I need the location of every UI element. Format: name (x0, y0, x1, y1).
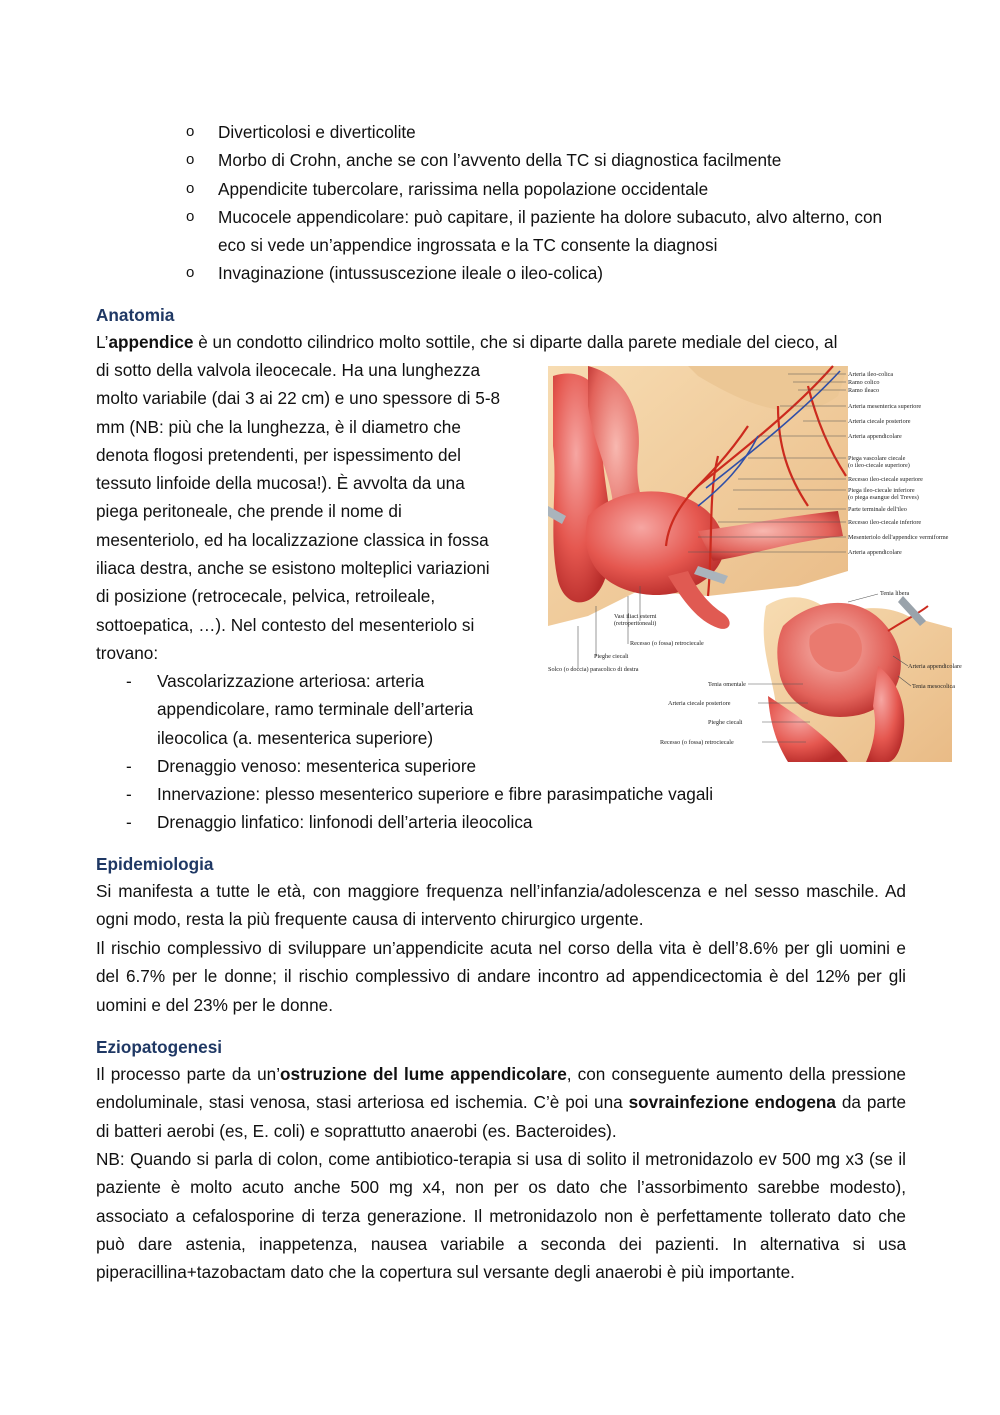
differential-diagnosis-list (186, 118, 910, 288)
figure-label: Ramo ileaco (848, 387, 880, 394)
figure-label: Arteria mesenterica superiore (848, 403, 922, 410)
dash-marker: - (126, 755, 132, 776)
paragraph-line: di sotto della valvola ileocecale. Ha una lunghezza (96, 360, 481, 380)
section-heading-anatomia: Anatomia (96, 305, 175, 325)
paragraph-line: di posizione (retrocecale, pelvica, retroileale, (96, 586, 436, 607)
eziopatogenesi-paragraph-2: NB: Quando si parla di colon, come antibiotico-terapia si usa di solito il metronidazolo ev 500 mg x3 (se il paziente è molto acuto anche 500 mg x4, non per os dato che l’assorbimento sarebbe modesto), associato a cefalosporine di terza generazione. Il metronidazolo non è perfettamente tollerato dato che può dare astenia, inappetenza, nausea variabile a seconda dei pazienti. In alternativa si usa piperacillina+tazobactam dato che la copertura sul versante degli anaerobi è più importante. (96, 1149, 906, 1283)
bullet-marker: o (186, 179, 195, 197)
paragraph-line: denota flogosi pretendenti, per ispessimento del (96, 444, 461, 465)
figure-label: (retroperitoneali) (614, 620, 657, 627)
list-item: - Drenaggio venoso: mesenterica superiore (96, 752, 906, 780)
bullet-marker: o (186, 151, 195, 169)
anatomia-paragraph (96, 356, 530, 667)
figure-label: Parte terminale dell'ileo (848, 506, 907, 513)
figure-label: Mesenteriolo dell'appendice vermiforme (848, 534, 949, 541)
list-item: o Diverticolosi e diverticolite (186, 118, 910, 146)
epidemiologia-paragraph-2: Il rischio complessivo di sviluppare un’appendicite acuta nel corso della vita è dell’8.6% per gli uomini e del 6.7% per le donne; il rischio complessivo di andare incontro ad appendicectomia è del 12% per gli uomini e del 23% per le donne. (96, 938, 906, 1015)
list-item: - Innervazione: plesso mesenterico superiore e fibre parasimpatiche vagali (96, 780, 906, 808)
figure-label: Arteria appendicolare (848, 433, 902, 440)
list-item: o Invaginazione (intussuscezione ileale o ileo-colica) (186, 259, 910, 287)
figure-label: Pieghe ciecali (708, 719, 743, 726)
epidemiologia-paragraph-1: Si manifesta a tutte le età, con maggiore frequenza nell’infanzia/adolescenza e nel sesso maschile. Ad ogni modo, resta la più frequente causa di intervento chirurgico urgente. (96, 881, 906, 930)
list-item: o Appendicite tubercolare, rarissima nella popolazione occidentale (186, 175, 910, 203)
paragraph-line: molto variabile (dai 3 ai 22 cm) e uno spessore di 5-8 (96, 388, 501, 409)
paragraph-line: sottoepatica, …). Nel contesto del mesenteriolo si (96, 614, 475, 635)
figure-label: Arteria ciecale posteriore (848, 418, 911, 425)
figure-label: Arteria appendicolare (848, 549, 902, 556)
dash-marker: - (126, 671, 132, 691)
dash-marker: - (126, 784, 132, 805)
figure-label: Ramo colico (848, 379, 880, 386)
paragraph-line: piega peritoneale, che prende il nome di (96, 501, 402, 522)
figure-label: Recesso (o fossa) retrociecale (660, 739, 734, 746)
list-item: o Mucocele appendicolare: può capitare, il paziente ha dolore subacuto, alvo alterno, con eco si vede un’appendice ingrossata e la TC consente la diagnosi (186, 203, 910, 260)
bullet-marker: o (186, 123, 195, 140)
list-item: - Vascolarizzazione arteriosa: arteria appendicolare, ramo terminale dell’arteria ileocolica (a. mesenterica superiore) (96, 667, 530, 752)
appendix-anatomy-illustration (548, 366, 962, 762)
bullet-marker: o (186, 264, 195, 282)
section-heading-eziopatogenesi: Eziopatogenesi (96, 1037, 223, 1057)
figure-label: (o ileo-ciecale superiore) (848, 462, 910, 469)
figure-label: Arteria ileo-colica (848, 371, 894, 378)
figure-label: Piega vascolare ciecale (848, 455, 906, 462)
paragraph-line: trovano: (96, 642, 159, 663)
figure-label: Piega ileo-ciecale inferiore (848, 487, 915, 494)
figure-label: Recesso ileo-ciecale superiore (848, 476, 923, 483)
figure-label: Arteria ciecale posteriore (668, 700, 731, 707)
paragraph-line: tessuto linfoide della mucosa!). È avvolta da una (96, 473, 465, 494)
paragraph-line: mm (NB: più che la lunghezza, è il diametro che (96, 416, 461, 437)
dash-marker: - (126, 812, 132, 833)
figure-label: Vasi iliaci esterni (614, 613, 657, 620)
section-heading-epidemiologia: Epidemiologia (96, 854, 214, 874)
eziopatogenesi-paragraph-1: Il processo parte da un’ostruzione del lume appendicolare, con conseguente aumento della pressione endoluminale, stasi venosa, stasi arteriosa ed ischemia. C’è poi una sovrainfezione endogena da parte di batteri aerobi (es, E. coli) e soprattutto anaerobi (es. Bacteroides). (96, 1064, 906, 1141)
list-item: o Morbo di Crohn, anche se con l’avvento della TC si diagnostica facilmente (186, 146, 910, 174)
anatomia-intro: L’appendice è un condotto cilindrico molto sottile, che si diparte dalla parete mediale del cieco, al (96, 332, 838, 352)
list-item: - Drenaggio linfatico: linfonodi dell’arteria ileocolica (96, 808, 906, 836)
figure-label: Tenia mesocolica (912, 683, 956, 690)
figure-label: Recesso ileo-ciecale inferiore (848, 519, 922, 526)
paragraph-line: iliaca destra, anche se esistono molteplici variazioni (96, 558, 490, 579)
figure-label: (o piega esangue del Treves) (848, 494, 919, 501)
figure-label: Pieghe ciecali (594, 653, 629, 660)
figure-label: Recesso (o fossa) retrociecale (630, 640, 704, 647)
figure-label: Arteria appendicolare (908, 663, 962, 670)
figure-label: Tenia omentale (708, 681, 746, 688)
bullet-marker: o (186, 207, 195, 225)
paragraph-line: mesenteriolo, ed ha localizzazione classica in fossa (96, 529, 489, 550)
figure-label: Solco (o doccia) paracolico di destra (548, 666, 639, 673)
figure-label: Tenia libera (880, 590, 910, 597)
